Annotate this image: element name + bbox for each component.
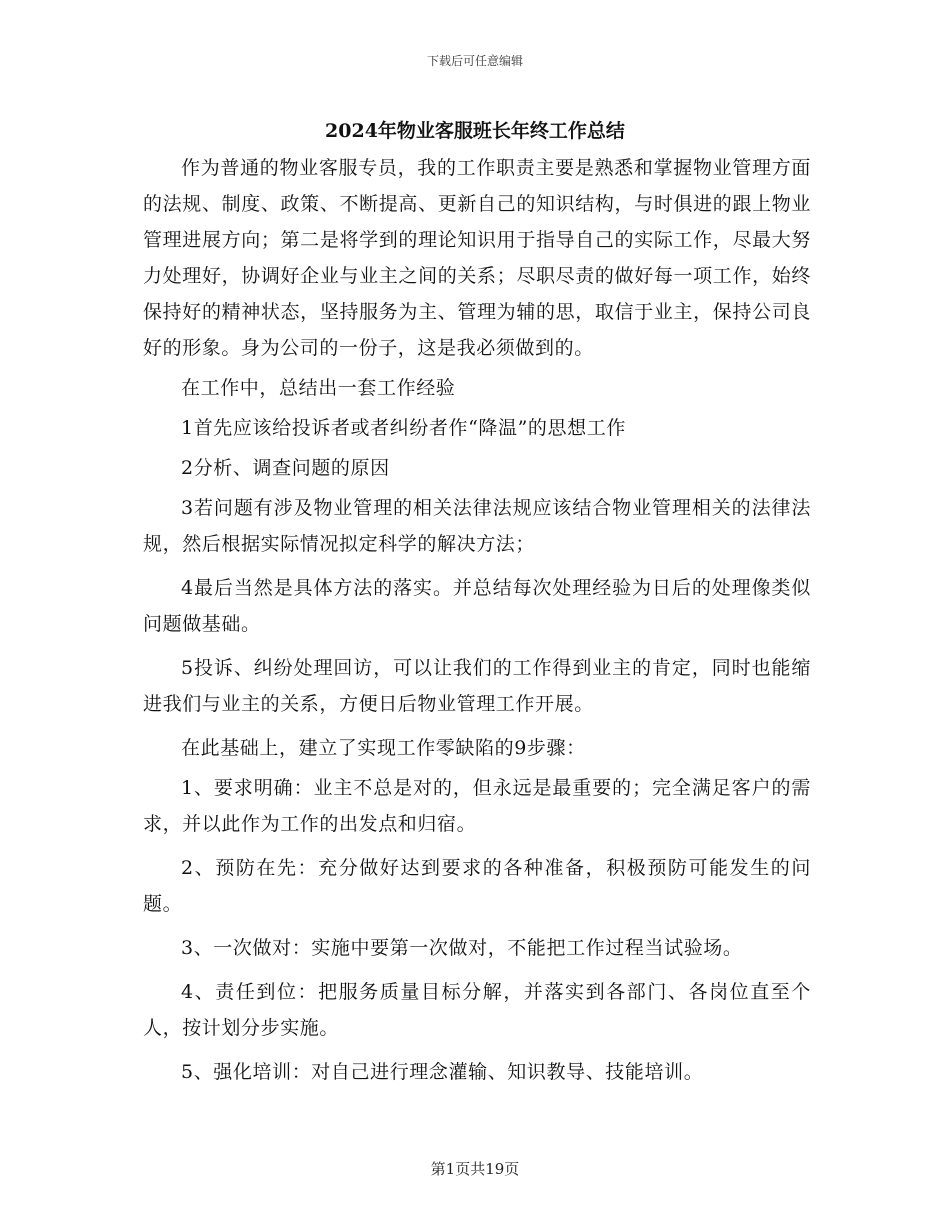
paragraph-item-2: 2、预防在先：充分做好达到要求的各种准备，积极预防可能发生的问题。	[143, 857, 811, 915]
paragraph-intro: 作为普通的物业客服专员，我的工作职责主要是熟悉和掌握物业管理方面的法规、制度、政策、不断提高、更新自己的知识结构，与时俱进的跟上物业管理进展方向；第二是将学到的理论知识用于指导自己的实际工作，尽最大努力处理好，协调好企业与业主之间的关系；尽职尽责的做好每一项工作，始终保持好的精神状态，坚持服务为主、管理为辅的思，取信于业主，保持公司良好的形象。身为公司的一份子，这是我必须做到的。	[143, 157, 811, 359]
paragraph-nine-steps-heading: 在此基础上，建立了实现工作零缺陷的9步骤：	[181, 737, 586, 759]
paragraph-item-4: 4、责任到位：把服务质量目标分解，并落实到各部门、各岗位直至个人，按计划分步实施。	[143, 981, 811, 1039]
paragraph-experience-heading: 在工作中，总结出一套工作经验	[181, 377, 456, 399]
page-footer: 第1页共19页	[430, 1160, 520, 1178]
paragraph-item-1: 1、要求明确：业主不总是对的，但永远是最重要的；完全满足客户的需求，并以此作为工作的出发点和归宿。	[143, 777, 811, 835]
paragraph-step-1: 1首先应该给投诉者或者纠纷者作“降温”的思想工作	[181, 417, 626, 439]
paragraph-step-2: 2分析、调查问题的原因	[181, 457, 390, 479]
paragraph-item-5: 5、强化培训：对自己进行理念灌输、知识教导、技能培训。	[181, 1061, 704, 1083]
paragraph-step-3: 3若问题有涉及物业管理的相关法律法规应该结合物业管理相关的法律法规，然后根据实际情况拟定科学的解决方法；	[143, 497, 811, 555]
paragraph-step-5: 5投诉、纠纷处理回访，可以让我们的工作得到业主的肯定，同时也能缩进我们与业主的关系，方便日后物业管理工作开展。	[143, 657, 811, 715]
paragraph-step-4: 4最后当然是具体方法的落实。并总结每次处理经验为日后的处理像类似问题做基础。	[143, 577, 811, 635]
page-header: 下载后可任意编辑	[426, 54, 523, 68]
document-body	[143, 150, 811, 1098]
document-title: 2024年物业客服班长年终工作总结	[325, 120, 625, 142]
paragraph-item-3: 3、一次做对：实施中要第一次做对，不能把工作过程当试验场。	[181, 937, 743, 959]
